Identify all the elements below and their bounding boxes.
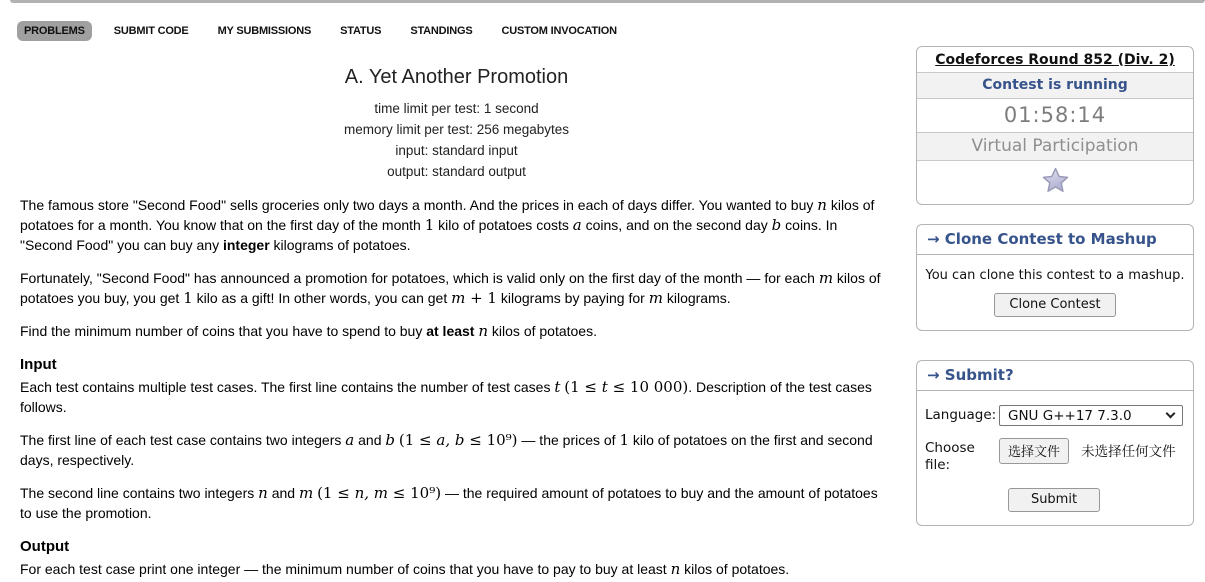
language-selected-value: GNU G++17 7.3.0	[1008, 407, 1132, 424]
problem-statement	[20, 58, 893, 579]
tab-status[interactable]: STATUS	[340, 25, 382, 37]
input-paragraph: The second line contains two integers n and m (1 ≤ n, m ≤ 10⁹) — the required amount of potatoes to buy and the amount of potatoes to use the promotion.	[20, 484, 878, 521]
contest-info-box	[916, 46, 1194, 205]
section-title-input: Input	[20, 356, 57, 373]
language-label: Language:	[925, 407, 997, 423]
contest-status: Contest is running	[917, 73, 1193, 99]
tab-my-submissions[interactable]: MY SUBMISSIONS	[217, 25, 312, 37]
clone-contest-button[interactable]: Clone Contest	[994, 293, 1115, 317]
clone-box-text: You can clone this contest to a mashup.	[925, 268, 1185, 283]
clone-contest-box	[916, 224, 1194, 331]
problem-title: A. Yet Another Promotion	[344, 66, 569, 88]
star-icon[interactable]	[1042, 167, 1069, 193]
choose-file-button[interactable]: 选择文件	[999, 438, 1069, 464]
time-limit: time limit per test: 1 second	[374, 101, 539, 116]
favorite-row	[917, 161, 1193, 204]
submit-box-header: → Submit?	[917, 361, 1193, 391]
contest-title-link[interactable]: Codeforces Round 852 (Div. 2)	[917, 47, 1193, 73]
file-input-widget	[999, 438, 1176, 464]
sidebar	[916, 46, 1194, 526]
chevron-down-icon	[1166, 409, 1176, 419]
submit-box	[916, 360, 1194, 526]
output-spec: output: standard output	[387, 164, 526, 179]
participation-mode: Virtual Participation	[917, 133, 1193, 161]
submit-form	[917, 391, 1193, 525]
input-paragraph: The first line of each test case contains two integers a and b (1 ≤ a, b ≤ 10⁹) — the prices of 1 kilo of potatoes on the first and second days, respectively.	[20, 431, 873, 468]
statement-paragraph: Fortunately, "Second Food" has announced a promotion for potatoes, which is valid only on the first day of the month — for each m kilos of potatoes you buy, you get 1 kilo as a gift! In other words, you can get m + 1 kilograms by paying for m kilograms.	[20, 269, 881, 307]
file-status-text: 未选择任何文件	[1081, 444, 1176, 460]
statement-paragraph: The famous store "Second Food" sells groceries only two days a month. And the prices in each of days differ. You wanted to buy n kilos of potatoes for a month. You know that on the first day of the month 1 kilo of potatoes costs a coins, and on the second day b coins. In "Second Food" you can buy any integer kilograms of potatoes.	[20, 196, 875, 253]
choose-file-label: Choose file:	[925, 440, 975, 473]
input-paragraph: Each test contains multiple test cases. The first line contains the number of test cases t (1 ≤ t ≤ 10 000). Description of the test cases follows.	[20, 378, 872, 415]
memory-limit: memory limit per test: 256 megabytes	[343, 122, 570, 137]
output-paragraph: For each test case print one integer — the minimum number of coins that you have to pay to buy at least n kilos of potatoes.	[20, 560, 790, 578]
language-select[interactable]	[999, 405, 1183, 426]
tab-submit-code[interactable]: SUBMIT CODE	[113, 25, 189, 37]
clone-box-header: → Clone Contest to Mashup	[917, 225, 1193, 255]
contest-countdown: 01:58:14	[917, 99, 1193, 133]
tab-problems[interactable]: PROBLEMS	[17, 21, 92, 41]
input-spec: input: standard input	[395, 143, 518, 158]
second-level-menu	[17, 21, 624, 41]
tab-standings[interactable]: STANDINGS	[410, 25, 473, 37]
statement-paragraph: Find the minimum number of coins that you have to spend to buy at least n kilos of potatoes.	[20, 322, 597, 340]
submit-button[interactable]: Submit	[1008, 488, 1100, 512]
tab-custom-invocation[interactable]: CUSTOM INVOCATION	[501, 25, 617, 37]
section-title-output: Output	[20, 538, 70, 555]
top-divider	[10, 0, 1205, 3]
